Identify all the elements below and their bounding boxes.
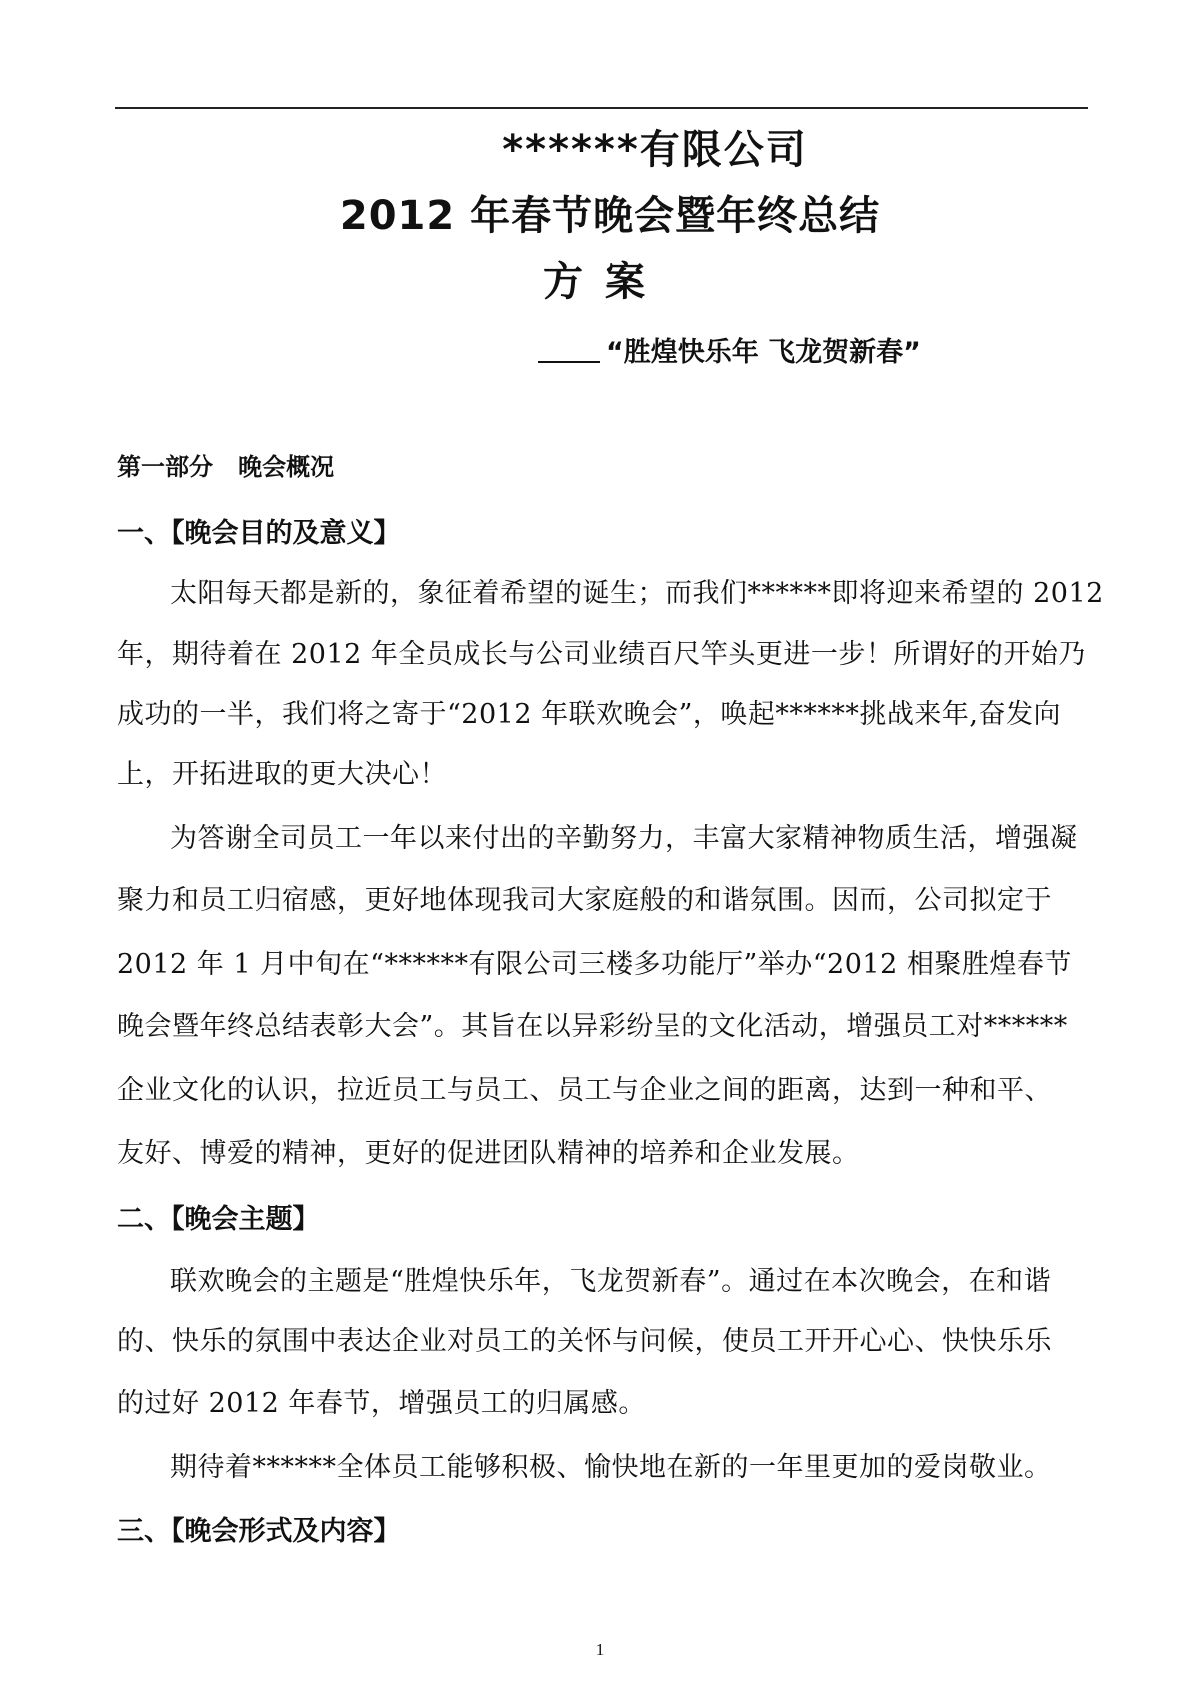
paragraph-line: 晚会暨年终总结表彰大会”。其旨在以异彩纷呈的文化活动，增强员工对******	[117, 1011, 1068, 1042]
document-title: 2012 年春节晚会暨年终总结	[339, 193, 881, 239]
paragraph-line: 为答谢全司员工一年以来付出的辛勤努力，丰富大家精神物质生活，增强凝	[170, 823, 1078, 854]
section-heading-purpose: 一、【晚会目的及意义】	[117, 518, 401, 549]
part-heading: 第一部分 晚会概况	[117, 453, 335, 481]
paragraph-line: 年，期待着在 2012 年全员成长与公司业绩百尺竿头更进一步！所谓好的开始乃	[117, 639, 1086, 670]
paragraph-line: 聚力和员工归宿感，更好地体现我司大家庭般的和谐氛围。因而，公司拟定于	[117, 885, 1052, 916]
top-rule	[115, 107, 1088, 109]
section-heading-theme: 二、【晚会主题】	[117, 1204, 320, 1235]
company-title: ******有限公司	[502, 127, 808, 173]
paragraph-line: 的过好 2012 年春节，增强员工的归属感。	[117, 1388, 646, 1419]
paragraph-line: 企业文化的认识，拉近员工与员工、员工与企业之间的距离，达到一种和平、	[117, 1075, 1052, 1106]
section-heading-format: 三、【晚会形式及内容】	[117, 1516, 401, 1547]
paragraph-line: 上，开拓进取的更大决心！	[117, 759, 447, 790]
paragraph-line: 联欢晚会的主题是“胜煌快乐年，飞龙贺新春”。通过在本次晚会，在和谐	[170, 1266, 1052, 1297]
paragraph-line: 成功的一半，我们将之寄于“2012 年联欢晚会”，唤起******挑战来年,奋发向	[117, 699, 1061, 730]
plan-title: 方案	[543, 259, 667, 305]
subtitle-underline	[538, 361, 600, 363]
paragraph-line: 的、快乐的氛围中表达企业对员工的关怀与问候，使员工开开心心、快快乐乐	[117, 1326, 1052, 1357]
paragraph-line: 期待着******全体员工能够积极、愉快地在新的一年里更加的爱岗敬业。	[170, 1452, 1052, 1483]
paragraph-line: 2012 年 1 月中旬在“******有限公司三楼多功能厅”举办“2012 相聚胜煌春节	[117, 949, 1072, 980]
subtitle-text: “胜煌快乐年 飞龙贺新春”	[606, 337, 921, 368]
subtitle	[538, 330, 921, 369]
paragraph-line: 太阳每天都是新的，象征着希望的诞生；而我们******即将迎来希望的 2012	[170, 578, 1104, 609]
page-number: 1	[595, 1640, 605, 1659]
paragraph-line: 友好、博爱的精神，更好的促进团队精神的培养和企业发展。	[117, 1138, 860, 1169]
